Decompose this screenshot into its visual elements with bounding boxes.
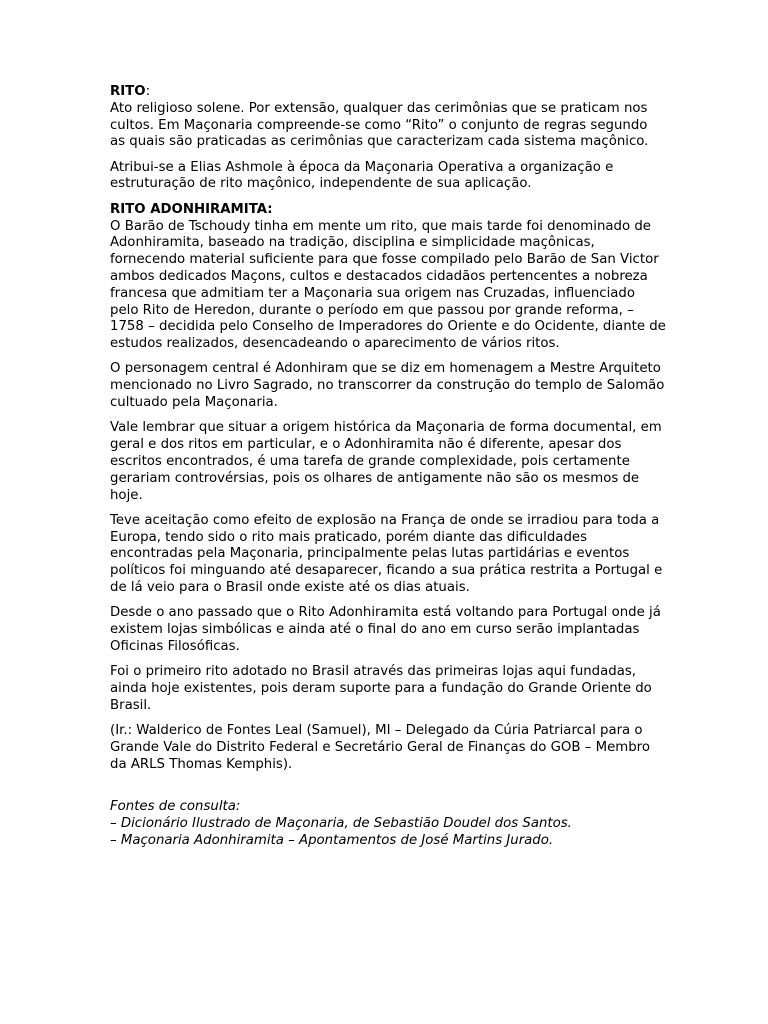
author-credit: (Ir.: Walderico de Fontes Leal (Samuel), MI – Delegado da Cúria Patriarcal para o Grande Vale do Distrito Federal e Secretário Geral de Finanças do GOB – Membro da ARLS Thomas Kemphis). [110,723,650,772]
document-page [110,84,666,850]
paragraph: Foi o primeiro rito adotado no Brasil através das primeiras lojas aqui fundadas, ainda hoje existentes, pois deram suporte para a fundação do Grande Oriente do Brasil. [110,664,652,713]
sources-title: Fontes de consulta: [110,799,241,815]
paragraph: Vale lembrar que situar a origem histórica da Maçonaria de forma documental, em geral e dos ritos em particular, e o Adonhiramita não é diferente, apesar dos escritos encontrados, é uma tarefa de grande complexidade, pois certamente gerariam controvérsias, pois os olhares de antigamente não são os mesmos de hoje. [110,420,662,503]
source-item: – Maçonaria Adonhiramita – Apontamentos de José Martins Jurado. [110,833,554,849]
paragraph: O personagem central é Adonhiram que se diz em homenagem a Mestre Arquiteto mencionado no Livro Sagrado, no transcorrer da construção do templo de Salomão cultuado pela Maçonaria. [110,361,665,411]
section-rito-heading-line [110,84,666,101]
paragraph: Ato religioso solene. Por extensão, qualquer das cerimônias que se praticam nos cultos. Em Maçonaria compreende-se como “Rito” o conjunto de regras segundo as quais são praticadas as cerimônias que caracterizam cada sistema maçônico. [110,100,649,150]
section-rito [110,84,666,193]
section-heading: RITO ADONHIRAMITA: [110,201,273,217]
section-rito-adonhiramita [110,202,666,774]
heading-colon: : [145,84,151,99]
section-heading: RITO [110,84,146,99]
paragraph: O Barão de Tschoudy tinha em mente um rito, que mais tarde foi denominado de Adonhiramita, baseado na tradição, disciplina e simplicidade maçônicas, fornecendo material suficiente para que fosse compilado pelo Barão de San Victor ambos dedicados Maçons, cultos e destacados cidadãos pertencentes a nobreza francesa que admitiam ter a Maçonaria sua origem nas Cruzadas, influenciado pelo Rito de Heredon, durante o período em que passou por grande reforma, – 1758 – decidida pelo Conselho de Imperadores do Oriente e do Ocidente, diante de estudos realizados, desencadeando o aparecimento de vários ritos. [110,218,666,352]
paragraph: Desde o ano passado que o Rito Adonhiramita está voltando para Portugal onde já existem lojas simbólicas e ainda até o final do ano em curso serão implantadas Oficinas Filosóficas. [110,605,661,654]
source-item: – Dicionário Ilustrado de Maçonaria, de Sebastião Doudel dos Santos. [110,816,572,832]
paragraph: Teve aceitação como efeito de explosão na França de onde se irradiou para toda a Europa, tendo sido o rito mais praticado, porém diante das dificuldades encontradas pela Maçonaria, principalmente pelas lutas partidárias e eventos políticos foi minguando até desaparecer, ficando a sua prática restrita a Portugal e de lá veio para o Brasil onde existe até os dias atuais. [110,512,663,596]
paragraph: Atribui-se a Elias Ashmole à época da Maçonaria Operativa a organização e estruturação de rito maçônico, independente de sua aplicação. [110,159,614,192]
sources-section [110,799,666,849]
